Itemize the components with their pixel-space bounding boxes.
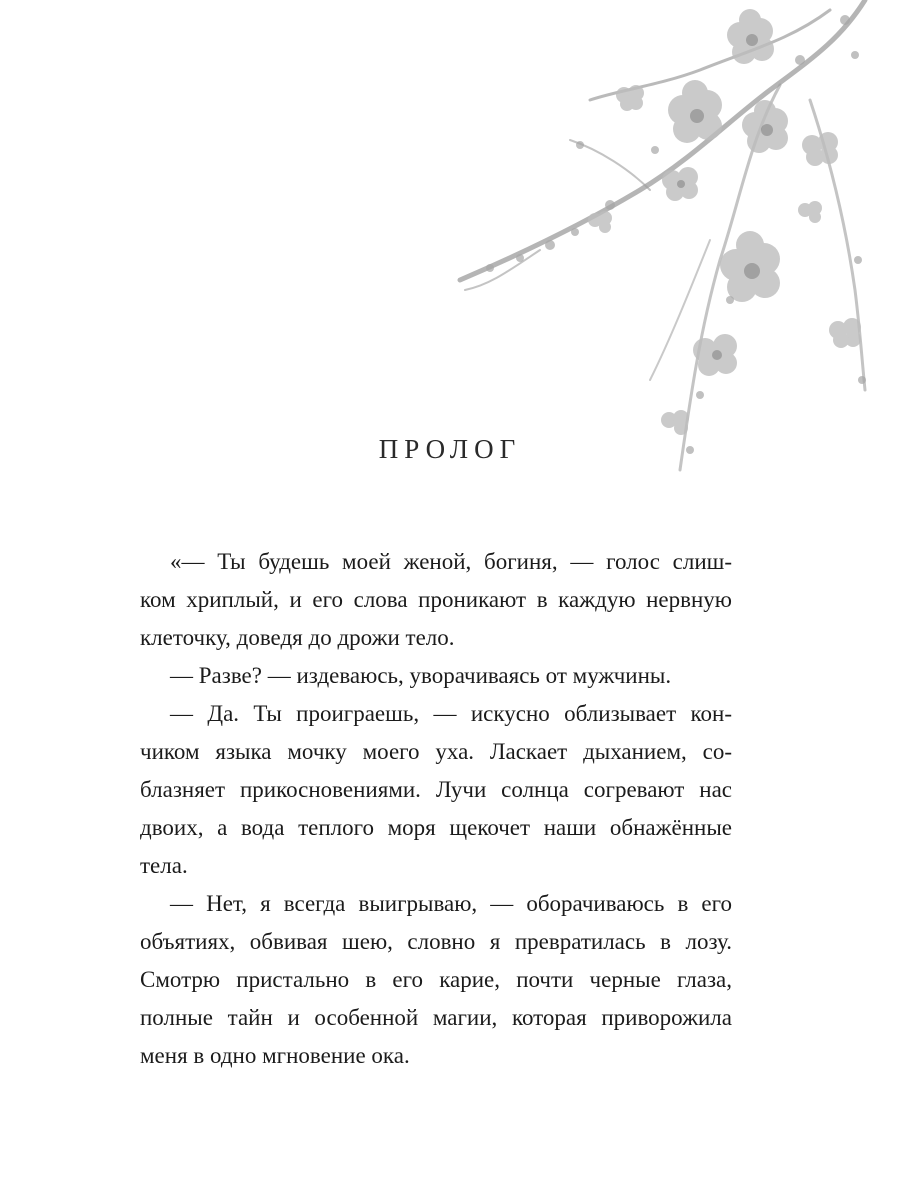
paragraph [140,543,732,657]
paragraph [140,657,732,695]
chapter-body [140,543,732,1075]
text-line: «— Ты будешь моей женой, богиня, — голос слиш- [170,549,732,574]
text-line: двоих, а вода теплого моря щекочет наши обнажённые [140,815,732,840]
text-line: блазняет прикосновениями. Лучи солнца согревают нас [140,777,732,802]
text-line: клеточку, доведя до дрожи тело. [140,625,455,650]
text-line: объятиях, обвивая шею, словно я превратилась в лозу. [140,929,732,954]
text-line: — Нет, я всегда выигрываю, — оборачиваюсь в его [170,891,732,916]
text-line: тела. [140,853,188,878]
paragraph [140,885,732,1075]
text-line: меня в одно мгновение ока. [140,1043,410,1068]
chapter-title: ПРОЛОГ [378,434,522,464]
paragraph [140,695,732,885]
text-line: — Да. Ты проиграешь, — искусно облизывает кон- [170,701,732,726]
text-line: ком хриплый, и его слова проникают в каждую нервную [140,587,732,612]
text-line: — Разве? — издеваюсь, уворачиваясь от мужчины. [170,663,672,688]
cherry-blossom-branch-icon [450,0,870,500]
text-line: полные тайн и особенной магии, которая приворожила [140,1005,732,1030]
text-line: чиком языка мочку моего уха. Ласкает дыханием, со- [140,739,732,764]
text-line: Смотрю пристально в его карие, почти черные глаза, [140,967,732,992]
